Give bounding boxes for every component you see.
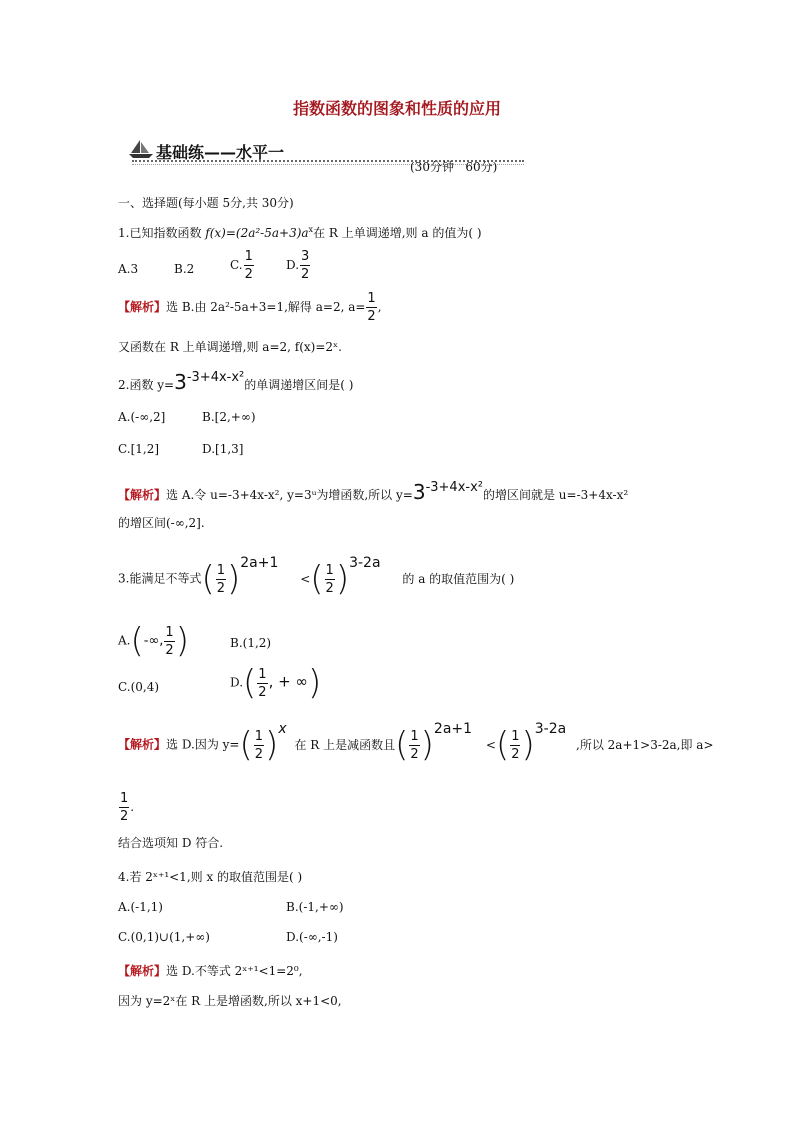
paren-left: ( [395, 725, 409, 765]
sailboat-icon [128, 138, 154, 160]
q3-solution-text-b: 在 R 上是减函数且 [294, 737, 396, 752]
fraction-denominator: 2 [367, 309, 376, 324]
q1-function-sup: x [308, 225, 314, 234]
q3-stem-post: 的 a 的取值范围为( ) [402, 571, 515, 586]
q3-solution-exponent-2: 3-2a [534, 720, 567, 737]
q3-option-a-inner: -∞, [143, 633, 164, 649]
q3-option-d-fraction [257, 668, 267, 699]
fraction-numerator: 1 [216, 562, 225, 578]
q2-option-b: B.[2,+∞) [202, 410, 256, 424]
paren-right: ) [521, 725, 535, 765]
fraction-numerator: 1 [165, 624, 174, 640]
q3-solution-line3: 结合选项知 D 符合. [118, 836, 224, 850]
q2-option-a: A.(-∞,2] [118, 410, 166, 424]
q1-option-b: B.2 [174, 262, 195, 276]
fraction-denominator: 2 [216, 580, 225, 596]
q1-solution-text: 选 B.由 2a²-5a+3=1,解得 a=2, a= [166, 300, 366, 314]
fraction-numerator: 1 [120, 791, 129, 806]
paren-right: ) [265, 725, 279, 765]
paren-right: ) [227, 559, 241, 599]
q4-option-d: D.(-∞,-1) [286, 930, 338, 944]
q1-function: f(x)=(2a²-5a+3)a [205, 226, 309, 240]
q3-less-than: < [300, 571, 311, 586]
q2-stem [118, 370, 353, 394]
q3-option-d [230, 663, 322, 703]
q3-solution-fraction-2 [409, 730, 419, 761]
q3-stem [118, 554, 515, 599]
fraction-denominator: 2 [301, 267, 310, 282]
fraction-numerator: 1 [325, 562, 334, 578]
jiexi-label: 【解析】 [118, 964, 167, 978]
q3-option-a-fraction [164, 626, 174, 657]
q3-half-fraction-2 [325, 564, 335, 595]
q2-solution-line2: 的增区间(-∞,2]. [118, 516, 205, 530]
paren-left: ( [130, 621, 144, 661]
q3-option-a [118, 621, 189, 661]
q1-option-d-label: D. [286, 258, 300, 272]
q1-option-d-fraction [300, 250, 310, 281]
q1-solution-fraction [366, 292, 376, 323]
q4-solution-line1 [118, 962, 303, 979]
q3-solution-line1 [118, 720, 714, 765]
fraction-numerator: 1 [254, 728, 264, 744]
q3-exponent-1: 2a+1 [240, 554, 279, 571]
q3-solution-text-a: 选 D.因为 y= [166, 737, 240, 752]
q4-option-a: A.(-1,1) [118, 900, 163, 914]
q4-solution-text: 选 D.不等式 2ˣ⁺¹<1=2⁰, [166, 964, 303, 978]
q1-option-c-label: C. [230, 258, 243, 272]
q2-solution-exponent: -3+4x-x² [425, 480, 483, 495]
q3-half-fraction [216, 564, 226, 595]
q2-exponent: -3+4x-x² [186, 370, 245, 385]
paren-left: ( [239, 725, 253, 765]
jiexi-label: 【解析】 [118, 488, 167, 502]
fraction-numerator: 1 [410, 728, 419, 744]
q3-exponent-2: 3-2a [349, 554, 381, 571]
q2-stem-post: 的单调递增区间是( ) [244, 378, 354, 392]
q3-solution-x-exponent: x [278, 720, 287, 737]
q2-option-c: C.[1,2] [118, 442, 160, 456]
q3-option-a-label: A. [118, 633, 131, 648]
q2-solution-line1 [118, 480, 628, 504]
q2-option-d: D.[1,3] [202, 442, 244, 456]
section-time: (30分钟 60分) [410, 160, 498, 174]
fraction-denominator: 2 [165, 642, 174, 658]
q4-option-c: C.(0,1)∪(1,+∞) [118, 930, 210, 944]
paren-right: ) [335, 559, 350, 599]
q2-solution-base: 3 [412, 480, 426, 504]
paren-left: ( [201, 559, 215, 599]
fraction-denominator: 2 [254, 746, 264, 762]
q3-option-c: C.(0,4) [118, 680, 160, 694]
q2-stem-pre: 2.函数 y= [118, 378, 175, 392]
q2-base: 3 [174, 370, 187, 394]
paren-right: ) [307, 663, 322, 703]
q1-stem-pre: 1.已知指数函数 [118, 226, 206, 240]
fraction-denominator: 2 [325, 580, 334, 596]
q1-stem-post: 在 R 上单调递增,则 a 的值为( ) [313, 226, 482, 240]
fraction-denominator: 2 [244, 267, 253, 282]
q3-option-b: B.(1,2) [230, 636, 272, 650]
jiexi-label: 【解析】 [118, 737, 167, 752]
q3-solution-text-c: ,所以 2a+1>3-2a,即 a> [576, 737, 714, 752]
q3-solution-less-than: < [485, 737, 496, 752]
paren-left: ( [243, 663, 257, 703]
section-header [124, 136, 714, 176]
q4-solution-line2: 因为 y=2ˣ在 R 上是增函数,所以 x+1<0, [118, 994, 342, 1008]
q4-option-b: B.(-1,+∞) [286, 900, 344, 914]
fraction-denominator: 2 [120, 809, 129, 824]
q3-solution-fraction-3 [510, 730, 520, 761]
paren-right: ) [420, 725, 434, 765]
q3-option-d-inner: , + ∞ [268, 672, 308, 691]
fraction-denominator: 2 [258, 684, 267, 700]
q1-stem [118, 224, 482, 241]
q3-solution-period: . [130, 800, 135, 814]
fraction-numerator: 1 [244, 249, 253, 264]
q3-solution-fraction-line [118, 792, 134, 823]
part1-heading: 一、选择题(每小题 5分,共 30分) [118, 196, 294, 210]
q3-solution-fraction-1 [254, 730, 264, 761]
document-title: 指数函数的图象和性质的应用 [292, 99, 501, 118]
q1-option-c-fraction [244, 250, 254, 281]
jiexi-label: 【解析】 [118, 300, 167, 314]
paren-right: ) [175, 621, 189, 661]
fraction-denominator: 2 [410, 746, 419, 762]
q3-solution-exponent-1: 2a+1 [433, 720, 473, 737]
q1-solution-line2: 又函数在 R 上单调递增,则 a=2, f(x)=2ˣ. [118, 340, 342, 354]
paren-left: ( [495, 725, 510, 765]
paren-left: ( [310, 559, 324, 599]
q3-option-d-label: D. [230, 675, 244, 690]
q3-stem-pre: 3.能满足不等式 [118, 571, 202, 586]
q3-solution-half [119, 792, 129, 823]
section-title: 基础练——水平一 [156, 143, 285, 162]
fraction-numerator: 1 [367, 291, 376, 306]
q1-option-d [286, 250, 311, 281]
q2-solution-text-a: 选 A.令 u=-3+4x-x², y=3ᵘ为增函数,所以 y= [166, 488, 413, 502]
fraction-numerator: 1 [511, 728, 520, 744]
fraction-numerator: 3 [301, 249, 310, 264]
q1-option-a: A.3 [118, 262, 139, 276]
fraction-denominator: 2 [511, 746, 520, 762]
q4-stem: 4.若 2ˣ⁺¹<1,则 x 的取值范围是( ) [118, 870, 303, 884]
q2-solution-text-b: 的增区间就是 u=-3+4x-x² [482, 488, 629, 502]
q1-option-c [230, 250, 255, 281]
fraction-numerator: 1 [258, 666, 267, 682]
q1-solution-line1: 【解析】选 B.由 2a²-5a+3=1,解得 a=2, a= $\frac{1}{2}$ , [118, 291, 382, 324]
